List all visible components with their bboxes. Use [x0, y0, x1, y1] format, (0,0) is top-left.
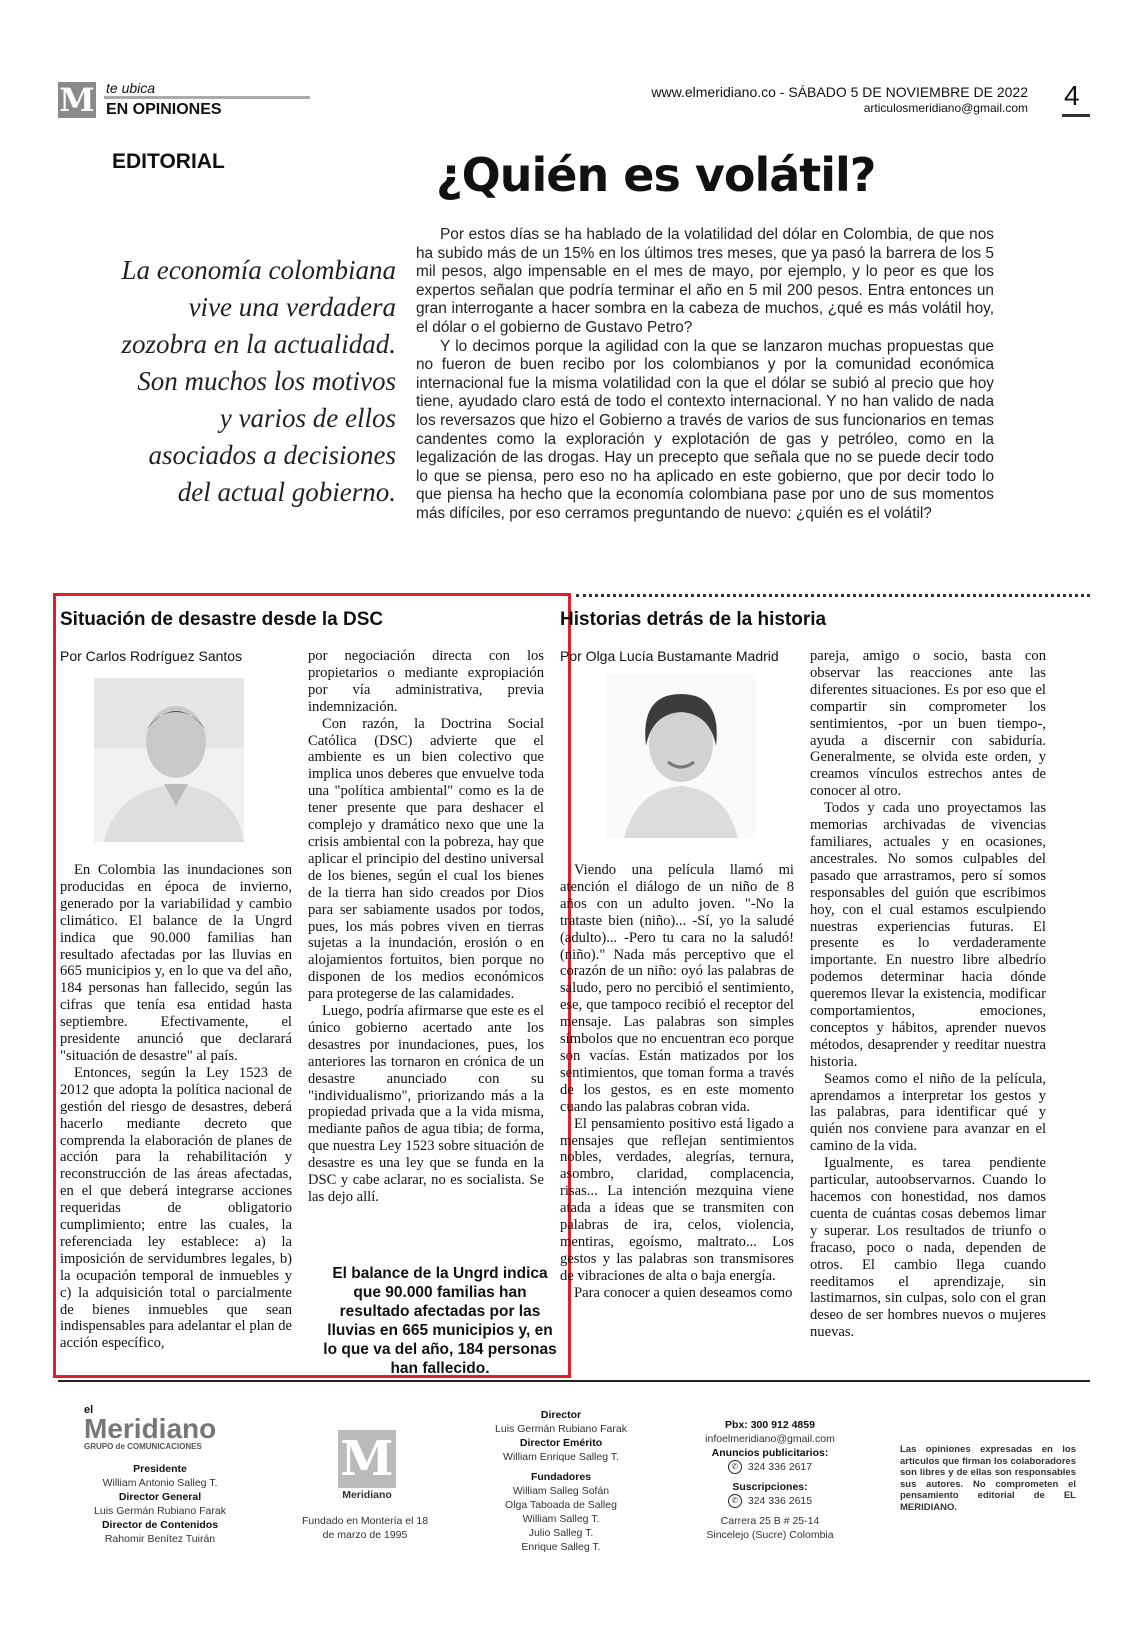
founded-note: Fundado en Montería el 18 de marzo de 1995 [301, 1515, 429, 1541]
section-divider [576, 594, 1090, 597]
article-paragraph: Igualmente, es tarea pendiente particular, autoobservarnos. Cuando lo hacemos con honestidad, nos damos cuenta de cuántas cosas debemos limar y superar. Los resultados de triunfo o fracaso, poco o nada, dependen de otros. El cambio llega cuando reeditamos el aprendizaje, sin lastimarnos, sin culpas, solo con el gran deseo de ser hombres nuevos o mujeres nuevas. [810, 1155, 1046, 1341]
label: Director Emérito [519, 1437, 603, 1449]
info-email: infoelmeridiano@gmail.com [705, 1433, 835, 1445]
editorial-paragraph: Por estos días se ha hablado de la volatilidad del dólar en Colombia, de que nos ha subido más de un 15% en los últimos tres meses, que ya pasó la barrera de los 5 mil pesos, algo impensable en el mes de mayo, por ejemplo, y lo peor es que los expertos señalan que podría terminar el año en 5 mil 200 pesos. Entra entonces un gran interrogante a hacer sombra en la cabeza de muchos, ¿qué es más volátil hoy, el dólar o el gobierno de Gustavo Petro? [416, 226, 994, 336]
article-title: Situación de desastre desde la DSC [60, 609, 384, 630]
name: Luis Germán Rubiano Farak [495, 1423, 627, 1435]
footer-rule [58, 1380, 1090, 1382]
name: William Salleg Sofán [512, 1485, 610, 1497]
pbx: Pbx: 300 912 4859 [725, 1419, 815, 1431]
article-paragraph: Con razón, la Doctrina Social Católica (DSC) advierte que el ambiente es un bien colectivo que implica unos deberes que envuelve toda una "política ambiental" como es la de tener presente que para deshacer el complejo y dramático nexo que une la crisis ambiental con la pobreza, hay que aplicar el principio del destino universal de los bienes, según el cual los bienes de la tierra han sido creados por Dios para ser sabiamente usados por todos, pues, los más pobres viven en tierras sujetas a la inundación, erosión o en alojamientos fortuitos, bien porque no disponen de los medios económicos para protegerse de las calamidades. [308, 715, 544, 1003]
article-title: Historias detrás de la historia [560, 609, 827, 630]
editorial-body [416, 226, 994, 524]
article-paragraph: Para conocer a quien deseamos como [574, 1284, 793, 1301]
whatsapp-icon: ✆ [728, 1460, 742, 1474]
logo-mark: M [59, 81, 95, 119]
article-paragraph: pareja, amigo o socio, basta con observar las reacciones ante las diferentes situaciones. Es por eso que el compartir sin comprometer los sentimientos, -por un buen tiempo-, ayuda a discernir con sabiduría. Generalmente, se olvida este orden, y creamos vínculos estrechos antes de conocer al otro. [810, 648, 1046, 800]
article-column-1 [560, 862, 794, 1302]
editorial-pullquote: La economía colombiana vive una verdadera zozobra en la actualidad. Son muchos los motivos y varios de ellos asociados a decisiones del actual gobierno. [121, 255, 396, 507]
article-column-1 [60, 862, 292, 1352]
center-logo-mark: M [338, 1430, 396, 1488]
city: Sincelejo (Sucre) Colombia [706, 1529, 834, 1542]
page-number-rule [1062, 114, 1090, 117]
article-callout: El balance de la Ungrd indica que 90.000 familias han resultado afectadas por las lluvias en 665 municipios y, en lo que va del año, 184 personas han fallecido. [323, 1265, 557, 1377]
article-byline: Por Olga Lucía Bustamante Madrid [560, 648, 779, 664]
label: Suscripciones: [732, 1481, 808, 1494]
section-title: EN OPINIONES [106, 101, 222, 118]
contact-email: articulosmeridiano@gmail.com [863, 101, 1028, 115]
date-line: www.elmeridiano.co - SÁBADO 5 DE NOVIEMBRE DE 2022 [651, 84, 1028, 100]
name: Olga Taboada de Salleg [505, 1499, 617, 1511]
article-byline: Por Carlos Rodríguez Santos [60, 648, 243, 664]
editorial-headline: ¿Quién es volátil? [436, 148, 876, 202]
author-photo [606, 674, 756, 838]
header-rule [104, 96, 310, 99]
name: William Enrique Salleg T. [503, 1451, 619, 1463]
article-paragraph: El pensamiento positivo está ligado a mensajes que reflejan sentimientos nobles, verdades, alegrías, ternura, asombro, claridad, complacencia, risas... La intención mezquina viene atada a ideas que se transmiten con palabras de ira, celos, violencia, mentiras, egoísmo, maltrato... Los gestos y las palabras son transmisores de vibraciones de alta o baja energía. [560, 1115, 794, 1284]
brand-group: GRUPO de COMUNICACIONES [84, 1442, 202, 1451]
article-column-2 [810, 648, 1046, 1341]
center-logo-name: Meridiano [342, 1489, 392, 1501]
brand-el: el [84, 1404, 94, 1416]
name: William Antonio Salleg T. [102, 1477, 218, 1489]
author-photo [94, 678, 244, 842]
article-paragraph: Todos y cada uno proyectamos las memorias archivadas de vivencias familiares, actuales y en ocasiones, ancestrales. No somos culpables del pasado que arrastramos, pero sí somos responsables del guión que escribimos hoy, con el cual estamos esculpiendo nuestras experiencias futuras. El presente es lo verdaderamente importante. En nuestro libre albedrío podemos determinar hacia dónde queremos llevar la existencia, modificar comportamientos, emociones, conceptos y hábitos, aprender nuevos métodos, desaprender y reeditar nuestra historia. [810, 800, 1046, 1070]
editorial-paragraph: Y lo decimos porque la agilidad con la que se lanzaron muchas propuestas que no fueron de buen recibo por los colombianos y por la comunidad económica internacional fue la misma volatilidad con la que el dólar se subió al precio que hoy tiene, ayudado claro está de todo el contexto internacional. Y no han valido de nada los reversazos que hizo el Gobierno a través de varios de sus funcionarios en temas candentes como la exploración y explotación de gas y petróleo, como en la legalización de las drogas. Hay un precepto que señala que no se puede decir todo lo que se piensa, pero eso no ha aplicado en este gobierno, que por decir todo lo que piensa ha hecho que la economía colombiana pase por uno de sus momentos más difíciles, por eso cerramos preguntando de nuevo: ¿quién es el volátil? [416, 337, 994, 522]
editorial-label: EDITORIAL [112, 150, 225, 173]
name: Rahomir Benítez Tuirán [104, 1533, 216, 1545]
label: Director de Contenidos [101, 1519, 219, 1531]
name: Julio Salleg T. [528, 1527, 594, 1539]
whatsapp-icon: ✆ [728, 1494, 742, 1508]
article-paragraph: En Colombia las inundaciones son producidas en época de invierno, generado por la variabilidad y cambio climático. El balance de la Ungrd indica que 90.000 familias han resultado afectadas por las lluvias en 665 municipios y, en lo que va del año, 184 personas han fallecido, según las cifras que tenía esa entidad hasta septiembre. Efectivamente, el presidente anunció que declarará "situación de desastre" al país. [60, 862, 292, 1064]
article-paragraph: Luego, podría afirmarse que este es el único gobierno acertado ante los desastres por inundaciones, pues, los anteriores las tornaron en crónica de un desastre anunciado con su "individualismo", priorizando más a la propiedad privada que a la vida misma, mediante paños de agua tibia; de forma, que nuestra Ley 1523 sobre situación de desastre es una ley que se funda en la DSC y cabe aclarar, no es socialista. Se las dejo allí. [308, 1003, 544, 1205]
label: Fundadores [530, 1471, 592, 1483]
label: Director [540, 1409, 582, 1421]
contact-block [690, 1418, 850, 1542]
tagline: te ubica [106, 80, 156, 96]
label: Anuncios publicitarios: [711, 1447, 829, 1459]
page-number: 4 [1064, 80, 1080, 111]
label: Director General [118, 1491, 202, 1503]
address: Carrera 25 B # 25-14 [720, 1515, 820, 1528]
brand-logo [84, 1404, 216, 1451]
article-paragraph: por negociación directa con los propietarios o mediante expropiación por vía administrativa, previa indemnización. [308, 648, 544, 715]
name: William Salleg T. [522, 1513, 600, 1525]
staff-block [60, 1462, 260, 1546]
article-paragraph: Viendo una película llamó mi atención el diálogo de un niño de 8 años con un adulto joven. "-No la trataste bien (niño)... -Sí, yo la saludé (adulto)... -Pero tu cara no la saludó! (niño)." Nada más perceptivo que el corazón de un niño: oyó las palabras de saludo, pero no percibió el sentimiento, ese, que tampoco recibió el receptor del mensaje. Las palabras son simples símbolos que no encuentran eco porque son vacías. Están matizados por los sentimientos, que toman forma a través de los gestos, es en este momento cuando las palabras cobran vida. [560, 862, 794, 1115]
phone: 324 336 2617 [747, 1461, 813, 1473]
brand-name: Meridiano [84, 1413, 217, 1444]
direction-block [476, 1408, 646, 1554]
name: Enrique Salleg T. [521, 1541, 601, 1553]
label: Presidente [133, 1463, 187, 1475]
phone: 324 336 2615 [747, 1495, 813, 1508]
article-paragraph: Seamos como el niño de la película, aprendamos a interpretar los gestos y las palabras, para identificar qué y quién nos conviene para avanzar en el camino de la vida. [810, 1070, 1046, 1155]
name: Luis Germán Rubiano Farak [94, 1505, 226, 1517]
article-column-2 [308, 648, 544, 1206]
disclaimer: Las opiniones expresadas en los artículos que firman los colaboradores son libres y de ellas son responsables sus autores. No comprometen el pensamiento editorial de EL MERIDIANO. [900, 1444, 1076, 1513]
article-paragraph: Entonces, según la Ley 1523 de 2012 que adopta la política nacional de gestión del riesgo de desastres, deberá hacerlo mediante decreto que comprenda la elaboración de planes de acción para la rehabilitación y reconstrucción de las áreas afectadas, en el que deberá integrarse acciones requeridas de obligatorio cumplimiento; entre las cuales, la referenciada ley establece: a) la imposición de servidumbres legales, b) la ocupación temporal de inmuebles y c) la adquisición total o parcialmente de bienes inmuebles que sean indispensables para adelantar el plan de acción específico, [60, 1064, 292, 1352]
